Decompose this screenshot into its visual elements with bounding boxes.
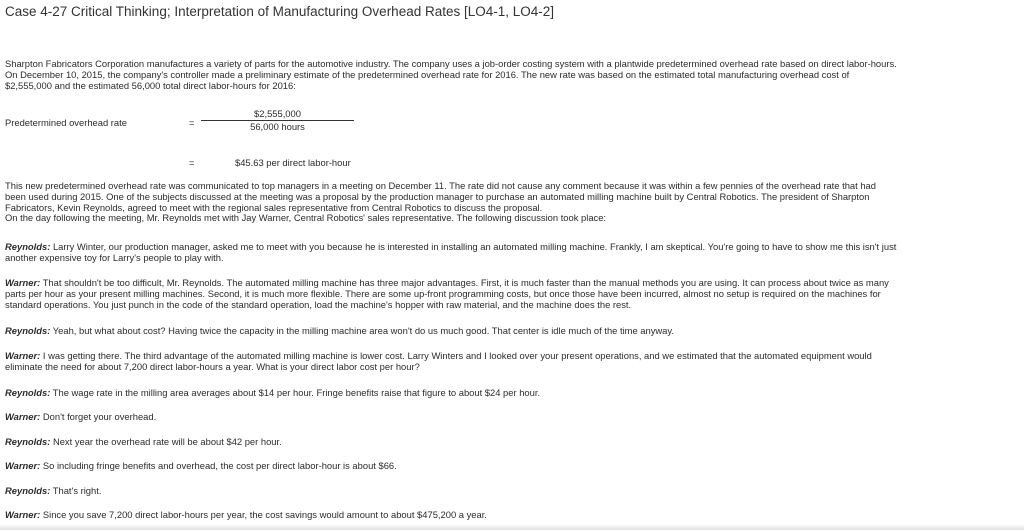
dialogue-entry <box>5 461 1021 472</box>
dialogue-line <box>5 461 1021 472</box>
dialogue-entry <box>5 486 1021 497</box>
dialogue-text: Yeah, but what about cost? Having twice the capacity in the milling machine area won't do us much good. That center is idle much of the time anyway. <box>52 325 674 336</box>
dialogue-text: That's right. <box>52 485 102 496</box>
speaker-name: Warner: <box>5 411 41 422</box>
dialogue-line <box>5 437 1021 448</box>
dialogue-entry <box>5 278 1021 310</box>
dialogue-line: standard operations. You just punch in the code of the standard operation, load the machine's hopper with raw material, and the machine does the rest. <box>5 298 632 310</box>
dialogue-text: Next year the overhead rate will be about $42 per hour. <box>52 436 282 447</box>
speaker-name: Warner: <box>5 277 41 288</box>
equation-result: $45.63 per direct labor-hour <box>235 157 351 168</box>
dialogue-line: parts per hour as your present milling machines. Second, it is much more flexible. There are some up-front programming costs, but once those have been incurred, almost no setup is required on the machines for <box>5 287 881 299</box>
intro-line: Sharpton Fabricators Corporation manufactures a variety of parts for the automotive industry. The company uses a job-order costing system with a plantwide predetermined overhead rate based on direct labor-hours. <box>5 58 897 69</box>
equals-sign: = <box>189 117 195 128</box>
fraction-numerator: $2,555,000 <box>254 108 301 119</box>
dialogue-text: That shouldn't be too difficult, Mr. Reynolds. The automated milling machine has three major advantages. First, it is much faster than the manual methods you are using. It can process about twice as many <box>42 277 889 288</box>
speaker-name: Reynolds: <box>5 325 51 336</box>
dialogue-text: The wage rate in the milling area averages about $14 per hour. Fringe benefits raise that figure to about $24 per hour. <box>52 387 541 398</box>
dialogue-entry <box>5 388 1021 399</box>
story-line: been used during 2015. One of the subjects discussed at the meeting was a proposal by the production manager to purchase an automated milling machine built by Central Robotics. The president of Sharpton <box>5 190 870 202</box>
dialogue-line <box>5 412 1021 423</box>
intro-line: $2,555,000 and the estimated 56,000 total direct labor-hours for 2016: <box>5 79 296 91</box>
speaker-name: Reynolds: <box>5 485 51 496</box>
story-line: This new predetermined overhead rate was communicated to top managers in a meeting on December 11. The rate did not cause any comment because it was within a few pennies of the overhead rate that had <box>5 180 876 191</box>
overhead-fraction <box>201 109 354 132</box>
dialogue-text: Since you save 7,200 direct labor-hours per year, the cost savings would amount to about $475,200 a year. <box>42 509 487 520</box>
speaker-name: Reynolds: <box>5 436 51 447</box>
speaker-name: Warner: <box>5 509 41 520</box>
story-line: On the day following the meeting, Mr. Reynolds met with Jay Warner, Central Robotics' sales representative. The following discussion took place: <box>5 212 607 224</box>
dialogue-text: I was getting there. The third advantage of the automated milling machine is lower cost. Larry Winters and I looked over your present operations, and we estimated that the automated equipment would <box>42 350 872 361</box>
dialogue-line <box>5 326 1021 337</box>
speaker-name: Reynolds: <box>5 241 51 252</box>
dialogue-line <box>5 510 1021 521</box>
dialogue-text: Larry Winter, our production manager, asked me to meet with you because he is interested in installing an automated milling machine. Frankly, I am skeptical. You're going to have to show me this isn't just <box>52 241 897 252</box>
story-paragraph <box>5 181 1021 224</box>
dialogue-line <box>5 388 1021 399</box>
dialogue-line <box>5 486 1021 497</box>
bottom-edge-shadow <box>0 524 1024 530</box>
speaker-name: Warner: <box>5 460 41 471</box>
dialogue-entry <box>5 510 1021 521</box>
speaker-name: Reynolds: <box>5 387 51 398</box>
page-title: Case 4-27 Critical Thinking; Interpretation of Manufacturing Overhead Rates [LO4-1, LO4-2] <box>5 4 555 19</box>
dialogue-text: So including fringe benefits and overhead, the cost per direct labor-hour is about $66. <box>42 460 397 471</box>
equals-sign: = <box>189 157 195 168</box>
dialogue-entry <box>5 326 1021 337</box>
dialogue-entry <box>5 351 1021 373</box>
dialogue-entry <box>5 412 1021 423</box>
dialogue-entry <box>5 437 1021 448</box>
fraction-denominator: 56,000 hours <box>250 121 305 132</box>
dialogue-text: Don't forget your overhead. <box>42 411 157 422</box>
speaker-name: Warner: <box>5 350 41 361</box>
dialogue-line: eliminate the need for about 7,200 direct labor-hours a year. What is your direct labor cost per hour? <box>5 360 420 372</box>
dialogue-entry <box>5 242 1021 264</box>
story-line: Fabricators, Kevin Reynolds, agreed to meet with the regional sales representative from Central Robotics to discuss the proposal. <box>5 201 543 213</box>
equation-label: Predetermined overhead rate <box>5 117 127 128</box>
intro-paragraph <box>5 59 1021 91</box>
intro-line: On December 10, 2015, the company's controller made a preliminary estimate of the predetermined overhead rate for 2016. The new rate was based on the estimated total manufacturing overhead cost of <box>5 68 850 80</box>
dialogue-line: another expensive toy for Larry's people to play with. <box>5 251 224 263</box>
